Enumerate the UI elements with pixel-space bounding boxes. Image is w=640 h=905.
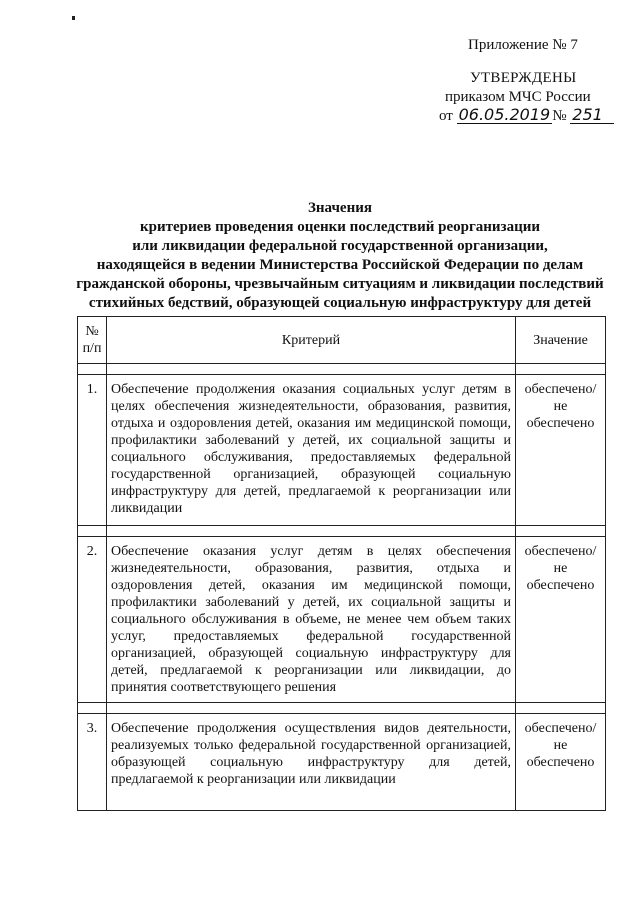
date-prefix: от [439,108,453,124]
title-line: критериев проведения оценки последствий реорганизации [139,219,540,235]
table-row [78,375,606,526]
value-line: обеспечено [526,755,595,770]
scan-speck [72,16,75,20]
number-prefix: № [552,108,567,124]
title-line: Значения [308,200,372,216]
value-line: не [553,399,568,414]
row-number: 2. [78,537,107,703]
header-number-line1: № [85,324,99,339]
row-criterion: Обеспечение оказания услуг детям в целях обеспечения жизнедеятельности, образования, развития, отдыха и оздоровления детей, оказания им медицинской помощи, профилактики заболеваний у детей, их социальной защиты и социального обслуживания в объеме, не менее чем объем таких услуг, предоставляемых федеральной государственной организацией, образующей социальную инфраструктуру для детей, предлагаемой к реорганизации или ликвидации, до принятия соответствующего решения [107,537,516,703]
value-line: обеспечено [526,578,595,593]
appendix-label: Приложение № 7 [468,37,578,53]
value-line: обеспечено/ [524,544,597,559]
title-line: или ликвидации федеральной государственной организации, [132,238,548,254]
criteria-table [77,316,606,811]
row-value [516,714,606,811]
title-line: стихийных бедствий, образующей социальную инфраструктуру для детей [88,295,592,311]
document-title [60,199,620,313]
table-spacer [78,364,606,375]
approved-label: УТВЕРЖДЕНЫ [470,70,577,86]
table-spacer [78,526,606,537]
row-criterion: Обеспечение продолжения оказания социальных услуг детям в целях обеспечения жизнедеятельности, образования, развития, отдыха и оздоровления детей, оказания им медицинской помощи, профилактики заболеваний у детей, их социальной защиты и социального обслуживания, предоставляемых федеральной государственной организацией, образующей социальную инфраструктуру для детей, предлагаемой к реорганизации или ликвидации [107,375,516,526]
table-header-row [78,317,606,364]
table-row [78,714,606,811]
value-line: не [553,738,568,753]
row-value [516,537,606,703]
header-number [78,317,107,364]
value-line: не [553,561,568,576]
header-number-line2: п/п [82,341,102,356]
row-number: 1. [78,375,107,526]
order-date-line [439,107,614,125]
handwritten-number: 251 [570,107,614,124]
row-value [516,375,606,526]
value-line: обеспечено/ [524,382,597,397]
handwritten-date: 06.05.2019 [458,105,551,124]
title-line: гражданской обороны, чрезвычайным ситуациям и ликвидации последствий [76,276,604,292]
value-line: обеспечено [526,416,595,431]
value-line: обеспечено/ [524,721,597,736]
table-row [78,537,606,703]
row-criterion: Обеспечение продолжения осуществления видов деятельности, реализуемых только федеральной государственной организацией, образующей социальную инфраструктуру для детей, предлагаемой к реорганизации или ликвидации [107,714,516,811]
row-number: 3. [78,714,107,811]
title-line: находящейся в ведении Министерства Российской Федерации по делам [96,257,584,273]
header-criterion: Критерий [107,317,516,364]
header-value: Значение [516,317,606,364]
table-spacer [78,703,606,714]
order-label: приказом МЧС России [445,89,591,105]
